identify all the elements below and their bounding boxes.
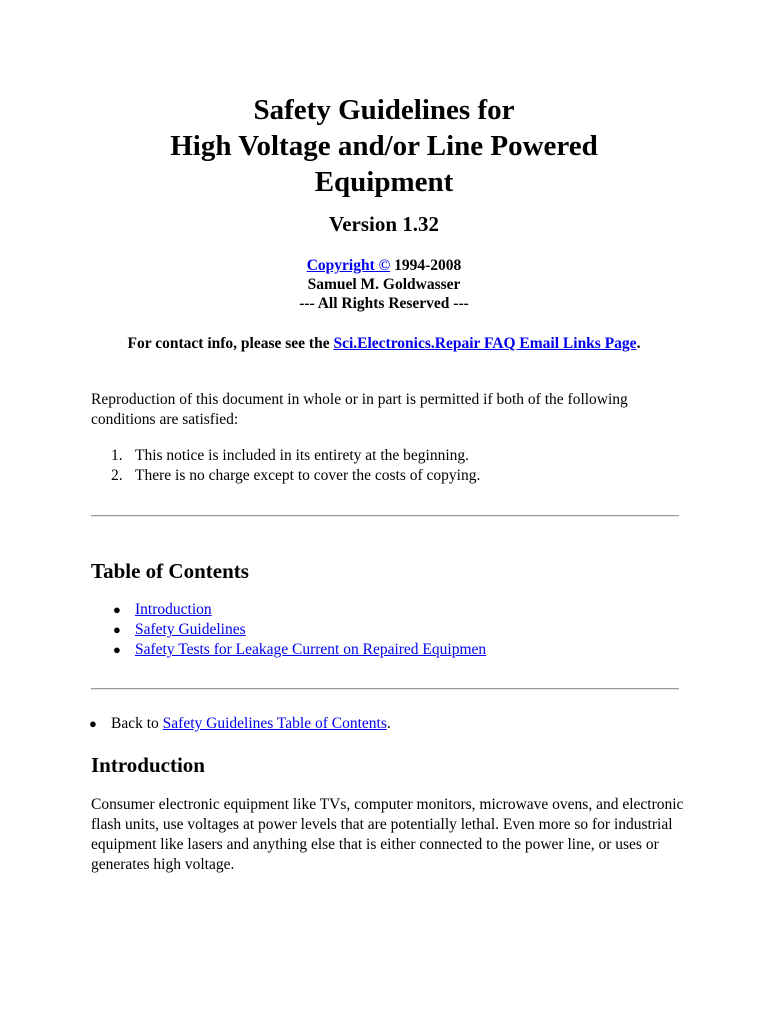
toc-heading: Table of Contents <box>91 559 249 583</box>
toc-list <box>111 600 486 660</box>
section-divider <box>91 688 679 690</box>
toc-link-introduction[interactable]: Introduction <box>135 601 212 618</box>
bullet-icon: ● <box>113 642 121 657</box>
document-title <box>0 92 768 200</box>
back-nav-list <box>87 714 391 734</box>
conditions-list <box>111 446 691 486</box>
title-line-1: Safety Guidelines for <box>253 94 515 126</box>
contact-suffix: . <box>636 335 641 352</box>
introduction-paragraph: Consumer electronic equipment like TVs, computer monitors, microwave ovens, and electronic flash units, use voltages at power levels that are potentially lethal. Even more so for industrial equipment like lasers and anything else that is either connected to the power line, or uses or generates high voltage. <box>91 796 684 873</box>
toc-item <box>111 620 486 640</box>
contact-info <box>0 334 768 354</box>
toc-link-safety-guidelines[interactable]: Safety Guidelines <box>135 621 246 638</box>
back-prefix: Back to <box>111 715 163 732</box>
author-name: Samuel M. Goldwasser <box>307 276 461 293</box>
title-line-3: Equipment <box>314 166 454 198</box>
copyright-line <box>0 256 768 275</box>
back-nav-item <box>87 714 391 734</box>
condition-text: This notice is included in its entirety at the beginning. <box>135 447 470 464</box>
copyright-link[interactable]: Copyright © <box>306 257 391 274</box>
reproduction-notice: Reproduction of this document in whole or in part is permitted if both of the following conditions are satisfied: <box>91 391 628 428</box>
email-links-page-link[interactable]: Sci.Electronics.Repair FAQ Email Links Page <box>333 335 637 352</box>
bullet-icon: ● <box>113 622 121 637</box>
version-label: Version 1.32 <box>328 212 440 236</box>
copyright-years: 1994-2008 <box>390 257 462 274</box>
condition-item <box>111 446 691 466</box>
bullet-icon: ● <box>113 602 121 617</box>
bullet-icon: ● <box>89 716 97 731</box>
contact-prefix: For contact info, please see the <box>127 335 334 352</box>
copyright-block <box>0 256 768 313</box>
condition-number: 2. <box>111 467 123 484</box>
rights-notice: --- All Rights Reserved --- <box>299 295 469 312</box>
introduction-heading: Introduction <box>91 753 205 777</box>
title-line-2: High Voltage and/or Line Powered <box>170 130 598 162</box>
toc-link-safety-tests[interactable]: Safety Tests for Leakage Current on Repaired Equipmen <box>135 641 487 658</box>
back-suffix: . <box>386 715 391 732</box>
condition-text: There is no charge except to cover the costs of copying. <box>135 467 481 484</box>
condition-item <box>111 466 691 486</box>
back-to-toc-link[interactable]: Safety Guidelines Table of Contents <box>162 715 387 732</box>
toc-item <box>111 640 486 660</box>
section-divider <box>91 515 679 517</box>
condition-number: 1. <box>111 447 123 464</box>
toc-item <box>111 600 486 620</box>
